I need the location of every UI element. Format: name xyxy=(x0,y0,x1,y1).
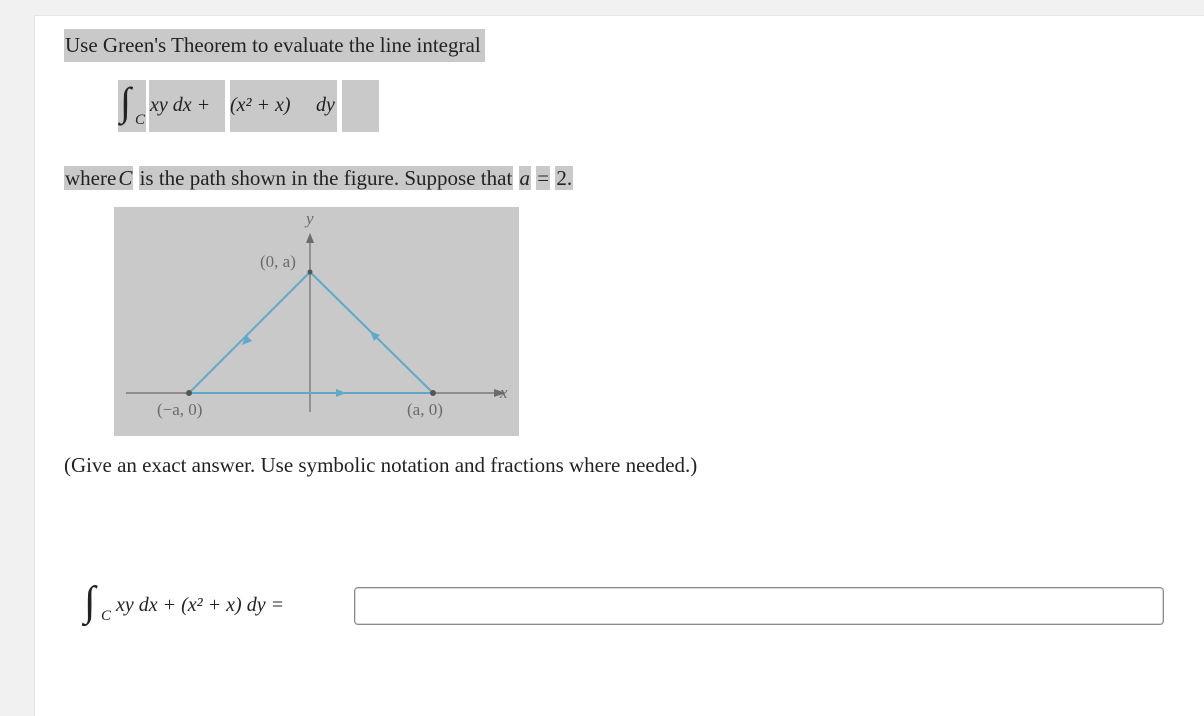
integral-part-2: (x² + x) xyxy=(230,94,291,116)
path-left-edge xyxy=(189,272,310,393)
answer-instructions: (Give an exact answer. Use symbolic notation and fractions where needed.) xyxy=(64,453,698,477)
answer-expression-text: xy dx + (x² + x) dy = xyxy=(116,594,285,616)
where-prefix: where xyxy=(65,166,117,190)
integral-sign: ∫ xyxy=(120,79,131,124)
point-a xyxy=(430,390,436,396)
left-direction-arrow xyxy=(242,335,252,345)
path-description xyxy=(64,162,573,195)
where-mid: is the path shown in the figure. Suppose that xyxy=(139,166,513,190)
right-vertex-label: (a, 0) xyxy=(407,400,443,419)
integral-subscript: C xyxy=(135,112,146,128)
left-vertex-label: (−a, 0) xyxy=(157,400,203,419)
integral-part-3: dy xyxy=(316,94,335,116)
y-axis-label: y xyxy=(306,209,314,228)
point-neg-a xyxy=(186,390,192,396)
point-top xyxy=(308,270,313,275)
where-a: a xyxy=(519,166,531,190)
x-axis-label: x xyxy=(500,383,508,402)
triangle-path-figure xyxy=(114,207,519,436)
where-var: C xyxy=(118,166,133,190)
answer-input[interactable] xyxy=(354,587,1164,625)
answer-row xyxy=(84,578,1174,638)
y-axis-arrow xyxy=(306,233,314,243)
where-eq: = xyxy=(537,166,550,190)
answer-integral-sign: ∫ xyxy=(84,579,96,625)
integral-part-1: xy dx + xyxy=(150,94,211,116)
bottom-direction-arrow xyxy=(336,389,346,397)
answer-integral-subscript: C xyxy=(101,608,112,624)
question-intro: Use Green's Theorem to evaluate the line integral xyxy=(64,29,485,62)
top-vertex-label: (0, a) xyxy=(260,252,296,271)
where-val: 2. xyxy=(556,166,573,190)
